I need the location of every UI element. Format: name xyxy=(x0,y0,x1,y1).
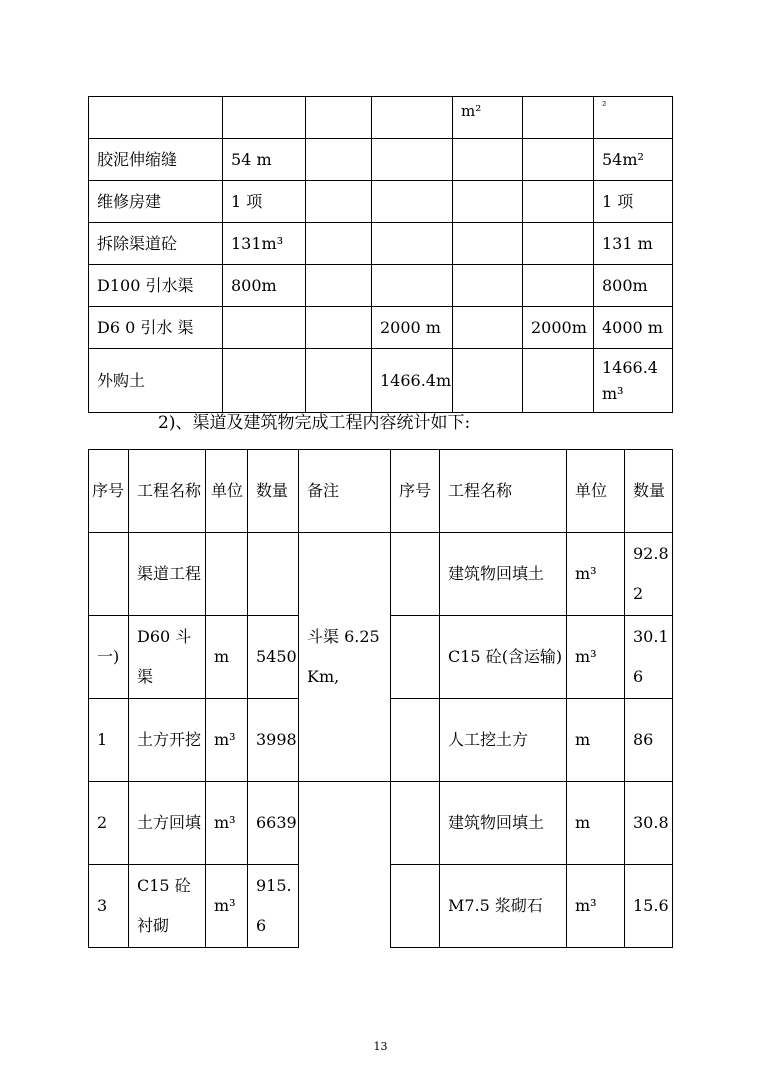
name-cell: 土方回填 xyxy=(129,782,206,865)
table-cell xyxy=(372,181,453,223)
header-name: 工程名称 xyxy=(129,450,206,533)
name-cell: 土方开挖 xyxy=(129,699,206,782)
seq2-cell xyxy=(391,616,440,699)
table-cell xyxy=(223,97,306,139)
remark-gap xyxy=(299,782,391,865)
table-row xyxy=(89,349,673,413)
table-cell xyxy=(306,181,372,223)
table-cell xyxy=(523,181,594,223)
table-cell xyxy=(306,307,372,349)
table-cell xyxy=(453,265,523,307)
table-cell xyxy=(453,139,523,181)
unit2-cell: m³ xyxy=(567,533,625,616)
table-cell xyxy=(453,349,523,413)
table-cell: 54m² xyxy=(594,139,673,181)
table-cell: 131 m xyxy=(594,223,673,265)
seq-cell: 1 xyxy=(89,699,129,782)
table-cell xyxy=(89,97,223,139)
table-cell: 胶泥伸缩缝 xyxy=(89,139,223,181)
qty2-cell: 86 xyxy=(625,699,673,782)
table-cell: 800m xyxy=(223,265,306,307)
table-cell: 拆除渠道砼 xyxy=(89,223,223,265)
table-cell: 131m³ xyxy=(223,223,306,265)
quantity-table-1 xyxy=(88,96,673,413)
unit-cell: m xyxy=(206,616,248,699)
seq-cell xyxy=(89,533,129,616)
seq2-cell xyxy=(391,533,440,616)
table-cell: 外购土 xyxy=(89,349,223,413)
table-cell: 1 项 xyxy=(594,181,673,223)
table-cell: D100 引水渠 xyxy=(89,265,223,307)
header-seq: 序号 xyxy=(89,450,129,533)
header-seq-2: 序号 xyxy=(391,450,440,533)
page-number: 13 xyxy=(373,1040,388,1053)
unit2-cell: m³ xyxy=(567,865,625,948)
table-cell: 54 m xyxy=(223,139,306,181)
seq-cell: 一) xyxy=(89,616,129,699)
name2-cell: M7.5 浆砌石 xyxy=(440,865,567,948)
table-cell xyxy=(306,223,372,265)
table-cell xyxy=(523,349,594,413)
table-row xyxy=(89,307,673,349)
table-row xyxy=(89,97,673,139)
table-cell xyxy=(306,349,372,413)
section-caption: 2)、渠道及建筑物完成工程内容统计如下: xyxy=(158,413,471,433)
table-cell xyxy=(453,181,523,223)
table-cell: 1 项 xyxy=(223,181,306,223)
table-cell: D6 0 引水 渠 xyxy=(89,307,223,349)
unit-cell: m³ xyxy=(206,699,248,782)
table-cell: 2000m xyxy=(523,307,594,349)
table-cell xyxy=(306,97,372,139)
name-cell: C15 砼衬砌 xyxy=(129,865,206,948)
table-cell: ² xyxy=(594,97,673,139)
seq2-cell xyxy=(391,865,440,948)
name-cell: D60 斗渠 xyxy=(129,616,206,699)
qty2-cell: 92.82 xyxy=(625,533,673,616)
name-cell: 渠道工程 xyxy=(129,533,206,616)
table-cell xyxy=(453,307,523,349)
header-name-2: 工程名称 xyxy=(440,450,567,533)
table-cell xyxy=(453,223,523,265)
table-cell: m² xyxy=(453,97,523,139)
table-cell xyxy=(523,265,594,307)
table-cell: 1466.4m xyxy=(372,349,453,413)
table-cell xyxy=(223,307,306,349)
table-cell: 1466.4 m³ xyxy=(594,349,673,413)
table-row xyxy=(89,139,673,181)
unit2-cell: m xyxy=(567,782,625,865)
qty-cell: 3998 xyxy=(248,699,299,782)
table-cell xyxy=(523,97,594,139)
quantity-table-2 xyxy=(88,449,673,948)
table-cell xyxy=(523,223,594,265)
name2-cell: 建筑物回填土 xyxy=(440,782,567,865)
table-cell: 2000 m xyxy=(372,307,453,349)
table-cell: 维修房建 xyxy=(89,181,223,223)
name2-cell: 人工挖土方 xyxy=(440,699,567,782)
seq-cell: 3 xyxy=(89,865,129,948)
seq-cell: 2 xyxy=(89,782,129,865)
table-row xyxy=(89,223,673,265)
qty-cell: 915.6 xyxy=(248,865,299,948)
unit2-cell: m xyxy=(567,699,625,782)
header-unit-2: 单位 xyxy=(567,450,625,533)
table-row xyxy=(89,533,673,616)
seq2-cell xyxy=(391,782,440,865)
unit2-cell: m³ xyxy=(567,616,625,699)
table-row xyxy=(89,181,673,223)
qty2-cell: 15.6 xyxy=(625,865,673,948)
remark-gap xyxy=(299,865,391,948)
table-row xyxy=(89,782,673,865)
unit-cell: m³ xyxy=(206,865,248,948)
seq2-cell xyxy=(391,699,440,782)
table-row xyxy=(89,265,673,307)
table-cell xyxy=(306,265,372,307)
table-row xyxy=(89,865,673,948)
table-cell xyxy=(223,349,306,413)
table-header-row xyxy=(89,450,673,533)
table-cell xyxy=(372,223,453,265)
qty2-cell: 30.16 xyxy=(625,616,673,699)
unit-cell xyxy=(206,533,248,616)
header-qty-2: 数量 xyxy=(625,450,673,533)
header-remark: 备注 xyxy=(299,450,391,533)
header-qty: 数量 xyxy=(248,450,299,533)
qty2-cell: 30.8 xyxy=(625,782,673,865)
table-cell: 4000 m xyxy=(594,307,673,349)
table-cell xyxy=(306,139,372,181)
remark-cell: 斗渠 6.25 Km, xyxy=(299,533,391,782)
qty-cell xyxy=(248,533,299,616)
qty-cell: 5450 xyxy=(248,616,299,699)
table-cell xyxy=(372,265,453,307)
name2-cell: C15 砼(含运输) xyxy=(440,616,567,699)
name2-cell: 建筑物回填土 xyxy=(440,533,567,616)
unit-cell: m³ xyxy=(206,782,248,865)
qty-cell: 6639 xyxy=(248,782,299,865)
header-unit: 单位 xyxy=(206,450,248,533)
table-cell xyxy=(372,97,453,139)
table-cell: 800m xyxy=(594,265,673,307)
table-cell xyxy=(372,139,453,181)
table-cell xyxy=(523,139,594,181)
